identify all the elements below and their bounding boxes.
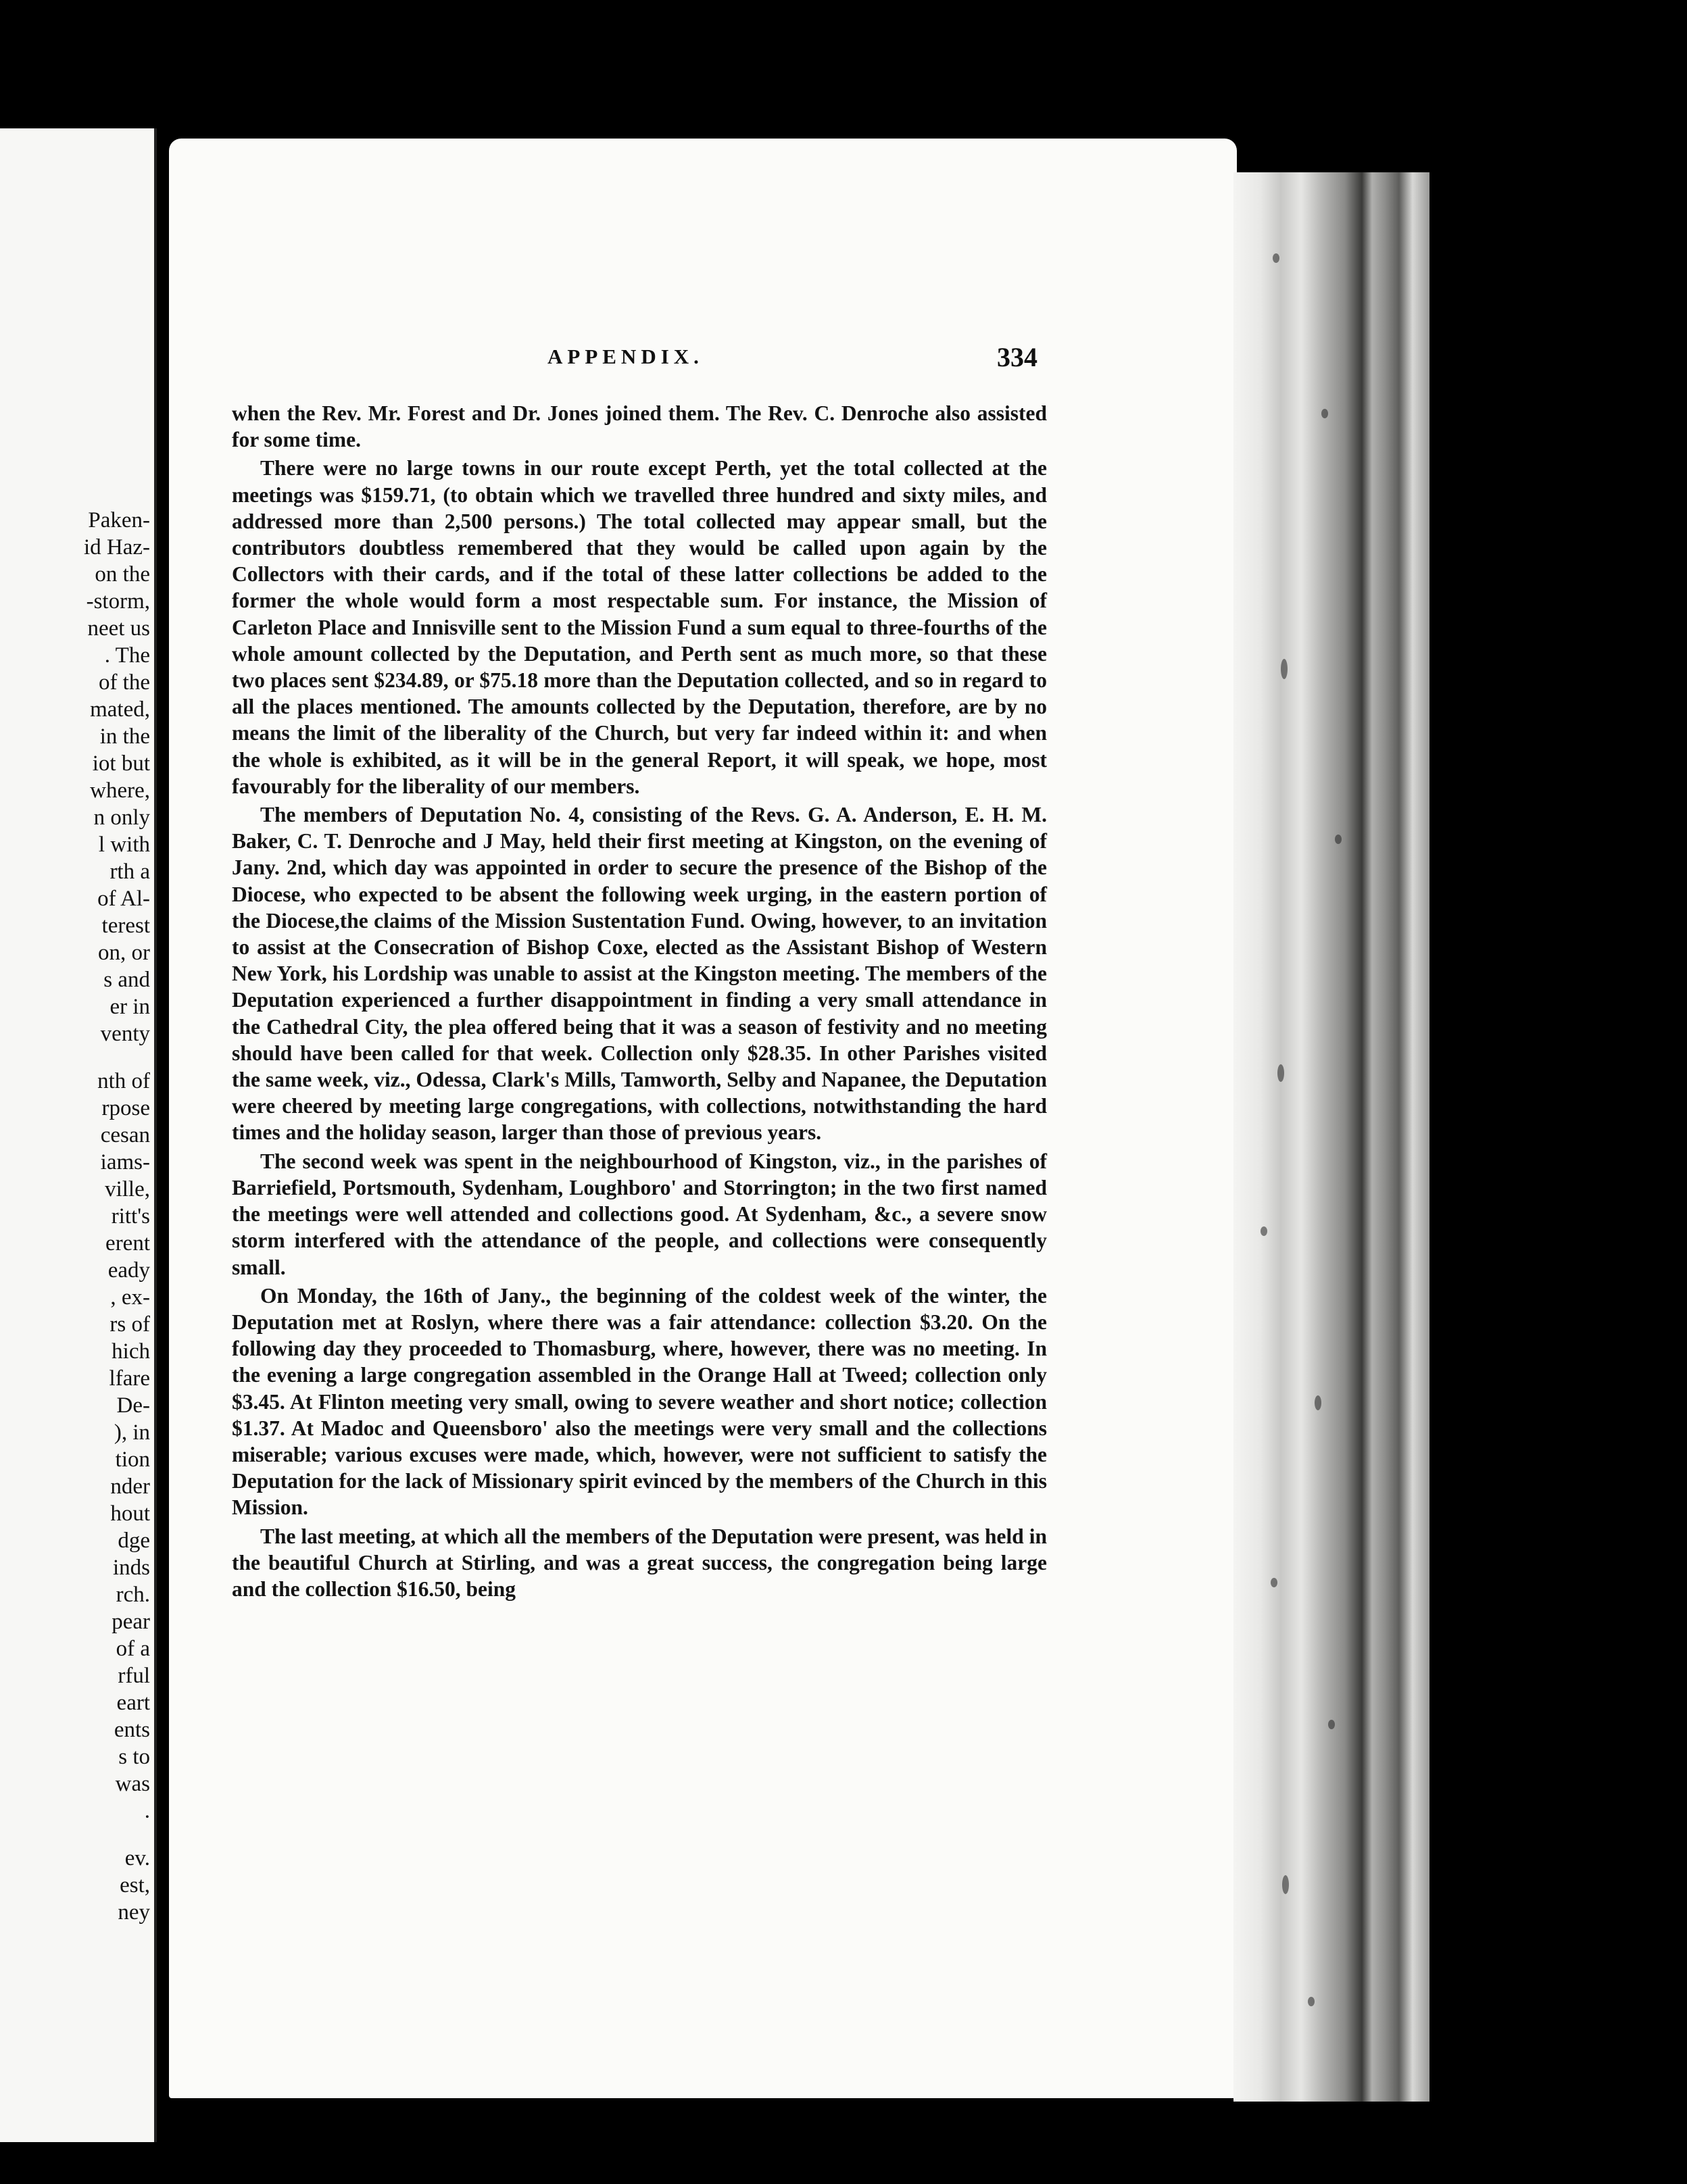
left-page-text-edge [84,507,150,1926]
left-page-fragment: where, [90,778,150,803]
left-page-fragment: dge [118,1529,150,1553]
left-page-fragment: ev. [124,1846,150,1870]
left-page-fragment: erent [105,1231,150,1256]
paragraph: On Monday, the 16th of Jany., the beginning of the coldest week of the winter, the Deputation met at Roslyn, where there was a fair attendance: collection $3.20. On the following day they proceeded to Thomasburg, where, however, there was no meeting. In the evening a large congregation assembled in the Orange Hall at Tweed; collection only $3.45. At Flinton meeting very small, owing to severe weather and short notice; collection $1.37. At Madoc and Queensboro' also the meetings were very small and the collections miserable; various excuses were made, which, however, were not sufficient to satisfy the Deputation for the lack of Missionary spirit evinced by the members of the Church in this Mission. [232,1283,1047,1520]
left-page-fragment: s to [118,1745,150,1769]
page-number: 334 [997,342,1037,372]
left-page-fragment: neet us [87,616,150,641]
left-page-fragment: of Al- [97,887,150,911]
left-page-fragment: hout [110,1502,150,1526]
paragraph: The last meeting, at which all the members of the Deputation were present, was held in the beautiful Church at Stirling, and was a great success, the congregation being large and the collection $16.50, being [232,1524,1047,1601]
left-page-fragment: mated, [90,697,150,722]
left-page-fragment: . The [104,643,150,668]
left-page-fragment: hich [112,1339,150,1364]
left-page-fragment: on, or [98,941,150,965]
left-page-fragment: terest [101,914,150,938]
left-page-fragment: ville, [105,1177,150,1201]
left-page-fragment: pear [112,1610,150,1634]
left-page-fragment: on the [95,562,150,587]
left-page-fragment: est, [120,1873,150,1897]
left-page-fragment: venty [100,1022,150,1046]
left-page [0,128,157,2142]
left-page-fragment: -storm, [86,589,150,614]
left-page-fragment: id Haz- [83,535,150,560]
left-page-fragment: . [144,1799,150,1823]
left-page-fragment: l with [98,833,150,857]
running-head: APPENDIX. [547,345,704,368]
left-page-fragment: rful [118,1664,150,1688]
left-page-fragment: inds [112,1556,150,1580]
left-page-fragment: rch. [116,1583,150,1607]
left-page-fragment: of a [116,1637,150,1661]
fragment-gap [84,1047,150,1068]
left-page-fragment: ritt's [111,1204,150,1228]
left-page-fragment: ney [118,1900,150,1925]
left-page-fragment: n only [93,805,150,830]
left-page-fragment: eart [116,1691,150,1715]
paragraph: There were no large towns in our route except Perth, yet the total collected at the meetings was $159.71, (to obtain which we travelled three hundred and sixty miles, and addressed more than 2,500 persons.) The total collected may appear small, but the contributors doubtless remembered that they would be called upon again by the Collectors with their cards, and if the total of these latter collections be added to the former the whole would form a most respectable sum. For instance, the Mission of Carleton Place and Innisville sent to the Mission Fund a sum equal to three-fourths of the whole amount collected by the Deputation, and Perth sent as much more, so that these two places sent $234.89, or $75.18 more than the Deputation collected, and so in regard to all the places mentioned. The amounts collected by the Deputation, therefore, are by no means the limit of the liberality of the Church, but very far indeed within it: and when the whole is exhibited, as it will be in the general Report, it will speak, we hope, most favourably for the liberality of our members. [232,456,1047,798]
left-page-fragment: of the [98,670,150,695]
left-page-fragment: nder [110,1474,150,1499]
left-page-fragment: eady [107,1258,150,1283]
foxing-spots [1233,172,1429,2102]
left-page-fragment: s and [103,968,150,992]
left-page-fragment: was [115,1772,150,1796]
left-page-fragment: cesan [100,1123,150,1147]
left-page-fragment: ), in [114,1420,150,1445]
left-page-fragment: rs of [109,1312,150,1337]
left-page-fragment: iot but [92,751,150,776]
left-page-fragment: in the [99,724,150,749]
left-page-fragment: rpose [101,1096,150,1120]
left-page-fragment: Paken- [88,508,150,532]
left-page-fragment: nth of [97,1069,150,1093]
page-edges [1233,172,1429,2102]
left-page-fragment: er in [109,995,150,1019]
left-page-fragment: iams- [100,1150,150,1174]
paragraph: The members of Deputation No. 4, consisting of the Revs. G. A. Anderson, E. H. M. Baker, C. T. Denroche and J May, held their first meeting at Kingston, on the evening of Jany. 2nd, which day was appointed in order to secure the presence of the Bishop of the Diocese, who expected to be absent the following week urging, in the eastern portion of the Diocese,the claims of the Mission Sustentation Fund. Owing, however, to an invitation to assist at the Consecration of Bishop Coxe, elected as the Assistant Bishop of Western New York, his Lordship was unable to assist at the Kingston meeting. The members of the Deputation experienced a further disappointment in finding a very small attendance in the Cathedral City, the plea offered being that it was a season of festivity and no meeting should have been called for that week. Collection only $28.35. In other Parishes visited the same week, viz., Odessa, Clark's Mills, Tamworth, Selby and Napanee, the Deputation were cheered by meeting large congregations, with collections, notwithstanding the hard times and the holiday season, larger than those of previous years. [232,803,1047,1145]
paragraph: when the Rev. Mr. Forest and Dr. Jones joined them. The Rev. C. Denroche also assisted for some time. [232,401,1047,452]
left-page-fragment: De- [116,1393,150,1418]
left-page-fragment: tion [115,1447,150,1472]
fragment-gap [84,1825,150,1845]
body-text [232,400,1047,1604]
left-page-fragment: lfare [109,1366,150,1391]
paragraph: The second week was spent in the neighbourhood of Kingston, viz., in the parishes of Barriefield, Portsmouth, Sydenham, Loughboro' and Storrington; in the two first named the meetings were well attended and collections good. At Sydenham, &c., a severe snow storm interfered with the attendance of the people, and collections were consequently small. [232,1149,1047,1279]
left-page-fragment: rth a [109,860,150,884]
left-page-fragment: , ex- [110,1285,150,1310]
left-page-fragment: ents [114,1718,150,1742]
